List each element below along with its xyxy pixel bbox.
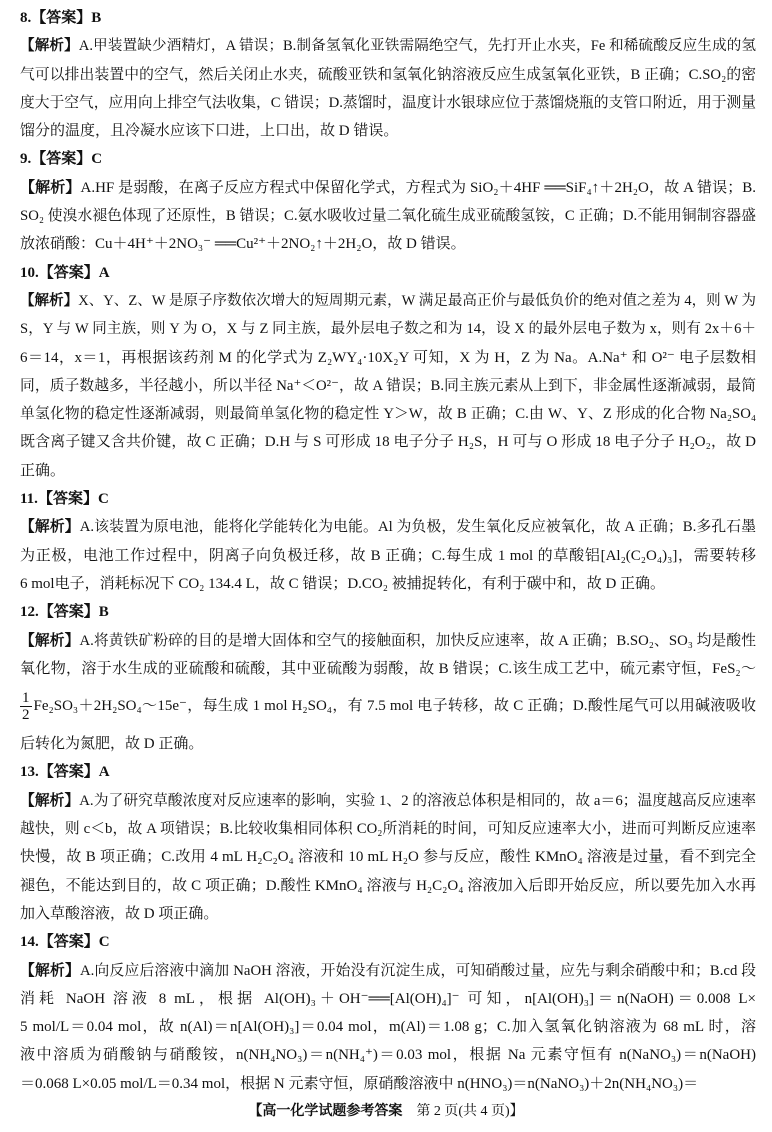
analysis-text: A.甲装置缺少酒精灯，A 错误；B.制备氢氧化亚铁需隔绝空气，先打开止水夹，Fe 和稀硫酸反应生成的氢 — [78, 38, 757, 55]
analysis-text: S，Y 与 W 同主族，则 Y 为 O，X 与 Z 同主族，最外层电子数之和为 14，设 X 的最外层电子数为 x，则有 2x＋6＋ — [20, 321, 756, 338]
analysis-text: 褪色，不能达到目的，故 C 项正确；D.酸性 KMnO₄ 溶液与 H₂C₂O₄ 溶液加入后即开始反应，所以要先加入水再 — [20, 877, 756, 894]
analysis-label: 【解析】 — [20, 179, 81, 196]
analysis-text: SO₂ 使溴水褪色体现了还原性，B 错误；C.氨水吸收过量二氧化硫生成亚硫酸氢铵，C 正确；D.不能用铜制容器盛 — [20, 208, 756, 225]
answer-choice: B — [91, 10, 102, 26]
answer-line — [20, 145, 756, 173]
analysis-line — [20, 61, 756, 89]
analysis-line — [20, 230, 756, 258]
analysis-text: 气可以排出装置中的空气，然后关闭止水夹，硫酸亚铁和氢氧化钠溶液反应生成氢氧化亚铁，B 正确；C.SO₂的密 — [20, 66, 756, 83]
answer-label: 【答案】 — [38, 764, 99, 781]
analysis-label: 【解析】 — [20, 292, 79, 309]
answer-label: 【答案】 — [31, 151, 92, 168]
footer-title: 【高一化学试题参考答案 — [248, 1104, 403, 1119]
analysis-line — [20, 1013, 756, 1041]
answer-line — [20, 485, 756, 513]
analysis-text: 5 mol/L＝0.04 mol，故 n(Al)＝n[Al(OH)₃]＝0.04 mol，m(Al)＝1.08 g；C.加入氢氧化钠溶液为 68 mL 时，溶 — [20, 1019, 756, 1036]
analysis-line — [20, 344, 756, 372]
question-number: 10. — [20, 264, 39, 281]
answer-line — [20, 598, 756, 626]
answer-body — [20, 4, 756, 1098]
footer-page-number: 第 2 页(共 4 页)】 — [416, 1104, 524, 1119]
analysis-text: 馏分的温度，且冷凝水应该下口进，上口出，故 D 错误。 — [20, 123, 399, 140]
question-number: 14. — [20, 934, 39, 951]
answer-label: 【答案】 — [38, 604, 99, 621]
analysis-line — [20, 872, 756, 900]
question-number: 11. — [20, 491, 38, 508]
analysis-line — [20, 957, 756, 985]
analysis-text: 6 mol电子，消耗标况下 CO₂ 134.4 L，故 C 错误；D.CO₂ 被捕捉转化，有利于碳中和，故 D 正确。 — [20, 575, 666, 592]
answer-choice: A — [98, 764, 110, 781]
analysis-line — [20, 513, 756, 541]
answer-label: 【答案】 — [38, 934, 99, 951]
analysis-text: 加入草酸溶液，故 D 项正确。 — [20, 905, 219, 922]
analysis-line — [20, 683, 756, 730]
answer-choice: A — [98, 264, 110, 281]
answer-line — [20, 928, 756, 956]
answer-choice: C — [91, 151, 103, 168]
analysis-text: 单氢化物的稳定性逐渐减弱，则最简单氢化物的稳定性 Y＞W，故 B 正确；C.由 W、Y、Z 形成的化合物 Na₂SO₄ — [20, 406, 756, 423]
analysis-text: 度大于空气，应用向上排空气法收集，C 错误；D.蒸馏时，温度计水银球应位于蒸馏烧瓶的支管口附近，用于测量 — [20, 94, 756, 111]
analysis-line — [20, 843, 756, 871]
analysis-line — [20, 570, 756, 598]
question-block — [20, 928, 756, 1098]
analysis-line — [20, 372, 756, 400]
analysis-label: 【解析】 — [20, 38, 79, 55]
analysis-line — [20, 627, 756, 655]
analysis-line — [20, 730, 756, 758]
question-number: 9. — [20, 151, 32, 168]
question-block — [20, 259, 756, 485]
question-block — [20, 145, 756, 258]
answer-choice: C — [98, 934, 110, 951]
fraction — [20, 690, 32, 723]
analysis-text: A.HF 是弱酸，在离子反应方程式中保留化学式，方程式为 SiO₂＋4HF ══SiF₄↑＋2H₂O，故 A 错误；B. — [80, 179, 756, 196]
analysis-line — [20, 1070, 756, 1098]
analysis-text: 消耗 NaOH 溶液 8 mL，根据 Al(OH)₃＋OH⁻══[Al(OH)₄]⁻ 可知，n[Al(OH)₃]＝n(NaOH)＝0.008 L× — [20, 990, 756, 1007]
analysis-label: 【解析】 — [20, 792, 80, 809]
analysis-text: 同，质子数越多，半径越小，所以半径 Na⁺＜O²⁻，故 A 错误；B.同主族元素从上到下，非金属性逐渐减弱，最简 — [20, 377, 756, 394]
analysis-line — [20, 287, 756, 315]
analysis-line — [20, 89, 756, 117]
analysis-text: 既含离子键又含共价键，故 C 正确；D.H 与 S 可形成 18 电子分子 H₂S，H 可与 O 形成 18 电子分子 H₂O₂，故 D — [20, 434, 756, 451]
question-number: 8. — [20, 10, 32, 26]
analysis-text: 快慢，故 B 项正确；C.改用 4 mL H₂C₂O₄ 溶液和 10 mL H₂O 参与反应，酸性 KMnO₄ 溶液是过量，看不到完全 — [20, 849, 756, 866]
fraction-denominator: 2 — [22, 707, 30, 724]
answer-line — [20, 758, 756, 786]
analysis-text: ＝0.068 L×0.05 mol/L＝0.34 mol，根据 N 元素守恒，原硝酸溶液中 n(HNO₃)＝n(NaNO₃)＋2n(NH₄NO₃)＝ — [20, 1075, 699, 1092]
analysis-line — [20, 32, 756, 60]
analysis-line — [20, 787, 756, 815]
question-block — [20, 598, 756, 758]
analysis-text: 正确。 — [20, 462, 66, 479]
analysis-text: 后转化为氮肥，故 D 正确。 — [20, 736, 204, 753]
analysis-line — [20, 117, 756, 145]
question-block — [20, 485, 756, 598]
analysis-label: 【解析】 — [20, 962, 80, 979]
question-block — [20, 4, 756, 145]
question-block — [20, 758, 756, 928]
answer-label: 【答案】 — [37, 491, 98, 508]
analysis-line — [20, 174, 756, 202]
analysis-line — [20, 457, 756, 485]
question-number: 13. — [20, 764, 39, 781]
analysis-text: 氧化物，溶于水生成的亚硫酸和硫酸，其中亚硫酸为弱酸，故 B 错误；C.该生成工艺中，硫元素守恒，FeS₂～ — [20, 660, 756, 677]
answer-line — [20, 4, 756, 32]
analysis-text: Fe₂SO₃＋2H₂SO₄～15e⁻，每生成 1 mol H₂SO₄，有 7.5 mol 电子转移，故 C 正确；D.酸性尾气可以用碱液吸收 — [33, 698, 756, 715]
analysis-text: A.将黄铁矿粉碎的目的是增大固体和空气的接触面积，加快反应速率，故 A 正确；B.SO₂、SO₃ 均是酸性 — [79, 632, 756, 649]
analysis-text: A.为了研究草酸浓度对反应速率的影响，实验 1、2 的溶液总体积是相同的，故 a＝6；温度越高反应速率 — [79, 792, 757, 809]
analysis-text: 6＝14，x＝1，再根据该药剂 M 的化学式为 Z₂WY₄·10X₂Y 可知，X 为 H，Z 为 Na。A.Na⁺ 和 O²⁻ 电子层数相 — [20, 349, 756, 366]
question-number: 12. — [20, 604, 39, 621]
answer-label: 【答案】 — [31, 10, 92, 26]
analysis-text: A.该装置为原电池，能将化学能转化为电能。Al 为负极，发生氧化反应被氧化，故 A 正确；B.多孔石墨 — [79, 519, 756, 536]
answer-choice: B — [98, 604, 109, 621]
page-footer — [0, 1101, 772, 1123]
analysis-label: 【解析】 — [20, 519, 80, 536]
answer-line — [20, 259, 756, 287]
analysis-line — [20, 655, 756, 683]
analysis-text: 越快，则 c＜b，故 A 项错误；B.比较收集相同体积 CO₂所消耗的时间，可知反应速率大小，进而可判断反应速率 — [20, 821, 756, 838]
analysis-line — [20, 400, 756, 428]
analysis-text: 为正极，电池工作过程中，阴离子向负极迁移，故 B 正确；C.每生成 1 mol 的草酸铝[Al₂(C₂O₄)₃]，需要转移 — [20, 547, 756, 564]
analysis-line — [20, 315, 756, 343]
answer-choice: C — [97, 491, 109, 508]
analysis-line — [20, 900, 756, 928]
analysis-line — [20, 202, 756, 230]
analysis-text: X、Y、Z、W 是原子序数依次增大的短周期元素，W 满足最高正价与最低负价的绝对值之差为 4，则 W 为 — [78, 292, 756, 309]
analysis-line — [20, 985, 756, 1013]
fraction-numerator: 1 — [22, 690, 30, 707]
analysis-text: 放浓硝酸：Cu＋4H⁺＋2NO₃⁻ ══Cu²⁺＋2NO₂↑＋2H₂O，故 D 错误。 — [20, 236, 466, 253]
analysis-label: 【解析】 — [20, 632, 80, 649]
analysis-line — [20, 815, 756, 843]
analysis-text: A.向反应后溶液中滴加 NaOH 溶液，开始没有沉淀生成，可知硝酸过量，应先与剩余硝酸中和；B.cd 段 — [79, 962, 757, 979]
analysis-line — [20, 542, 756, 570]
analysis-line — [20, 428, 756, 456]
analysis-text: 液中溶质为硝酸钠与硝酸铵，n(NH₄NO₃)＝n(NH₄⁺)＝0.03 mol，根据 Na 元素守恒有 n(NaNO₃)＝n(NaOH) — [20, 1047, 756, 1064]
analysis-line — [20, 1041, 756, 1069]
answer-label: 【答案】 — [38, 264, 99, 281]
